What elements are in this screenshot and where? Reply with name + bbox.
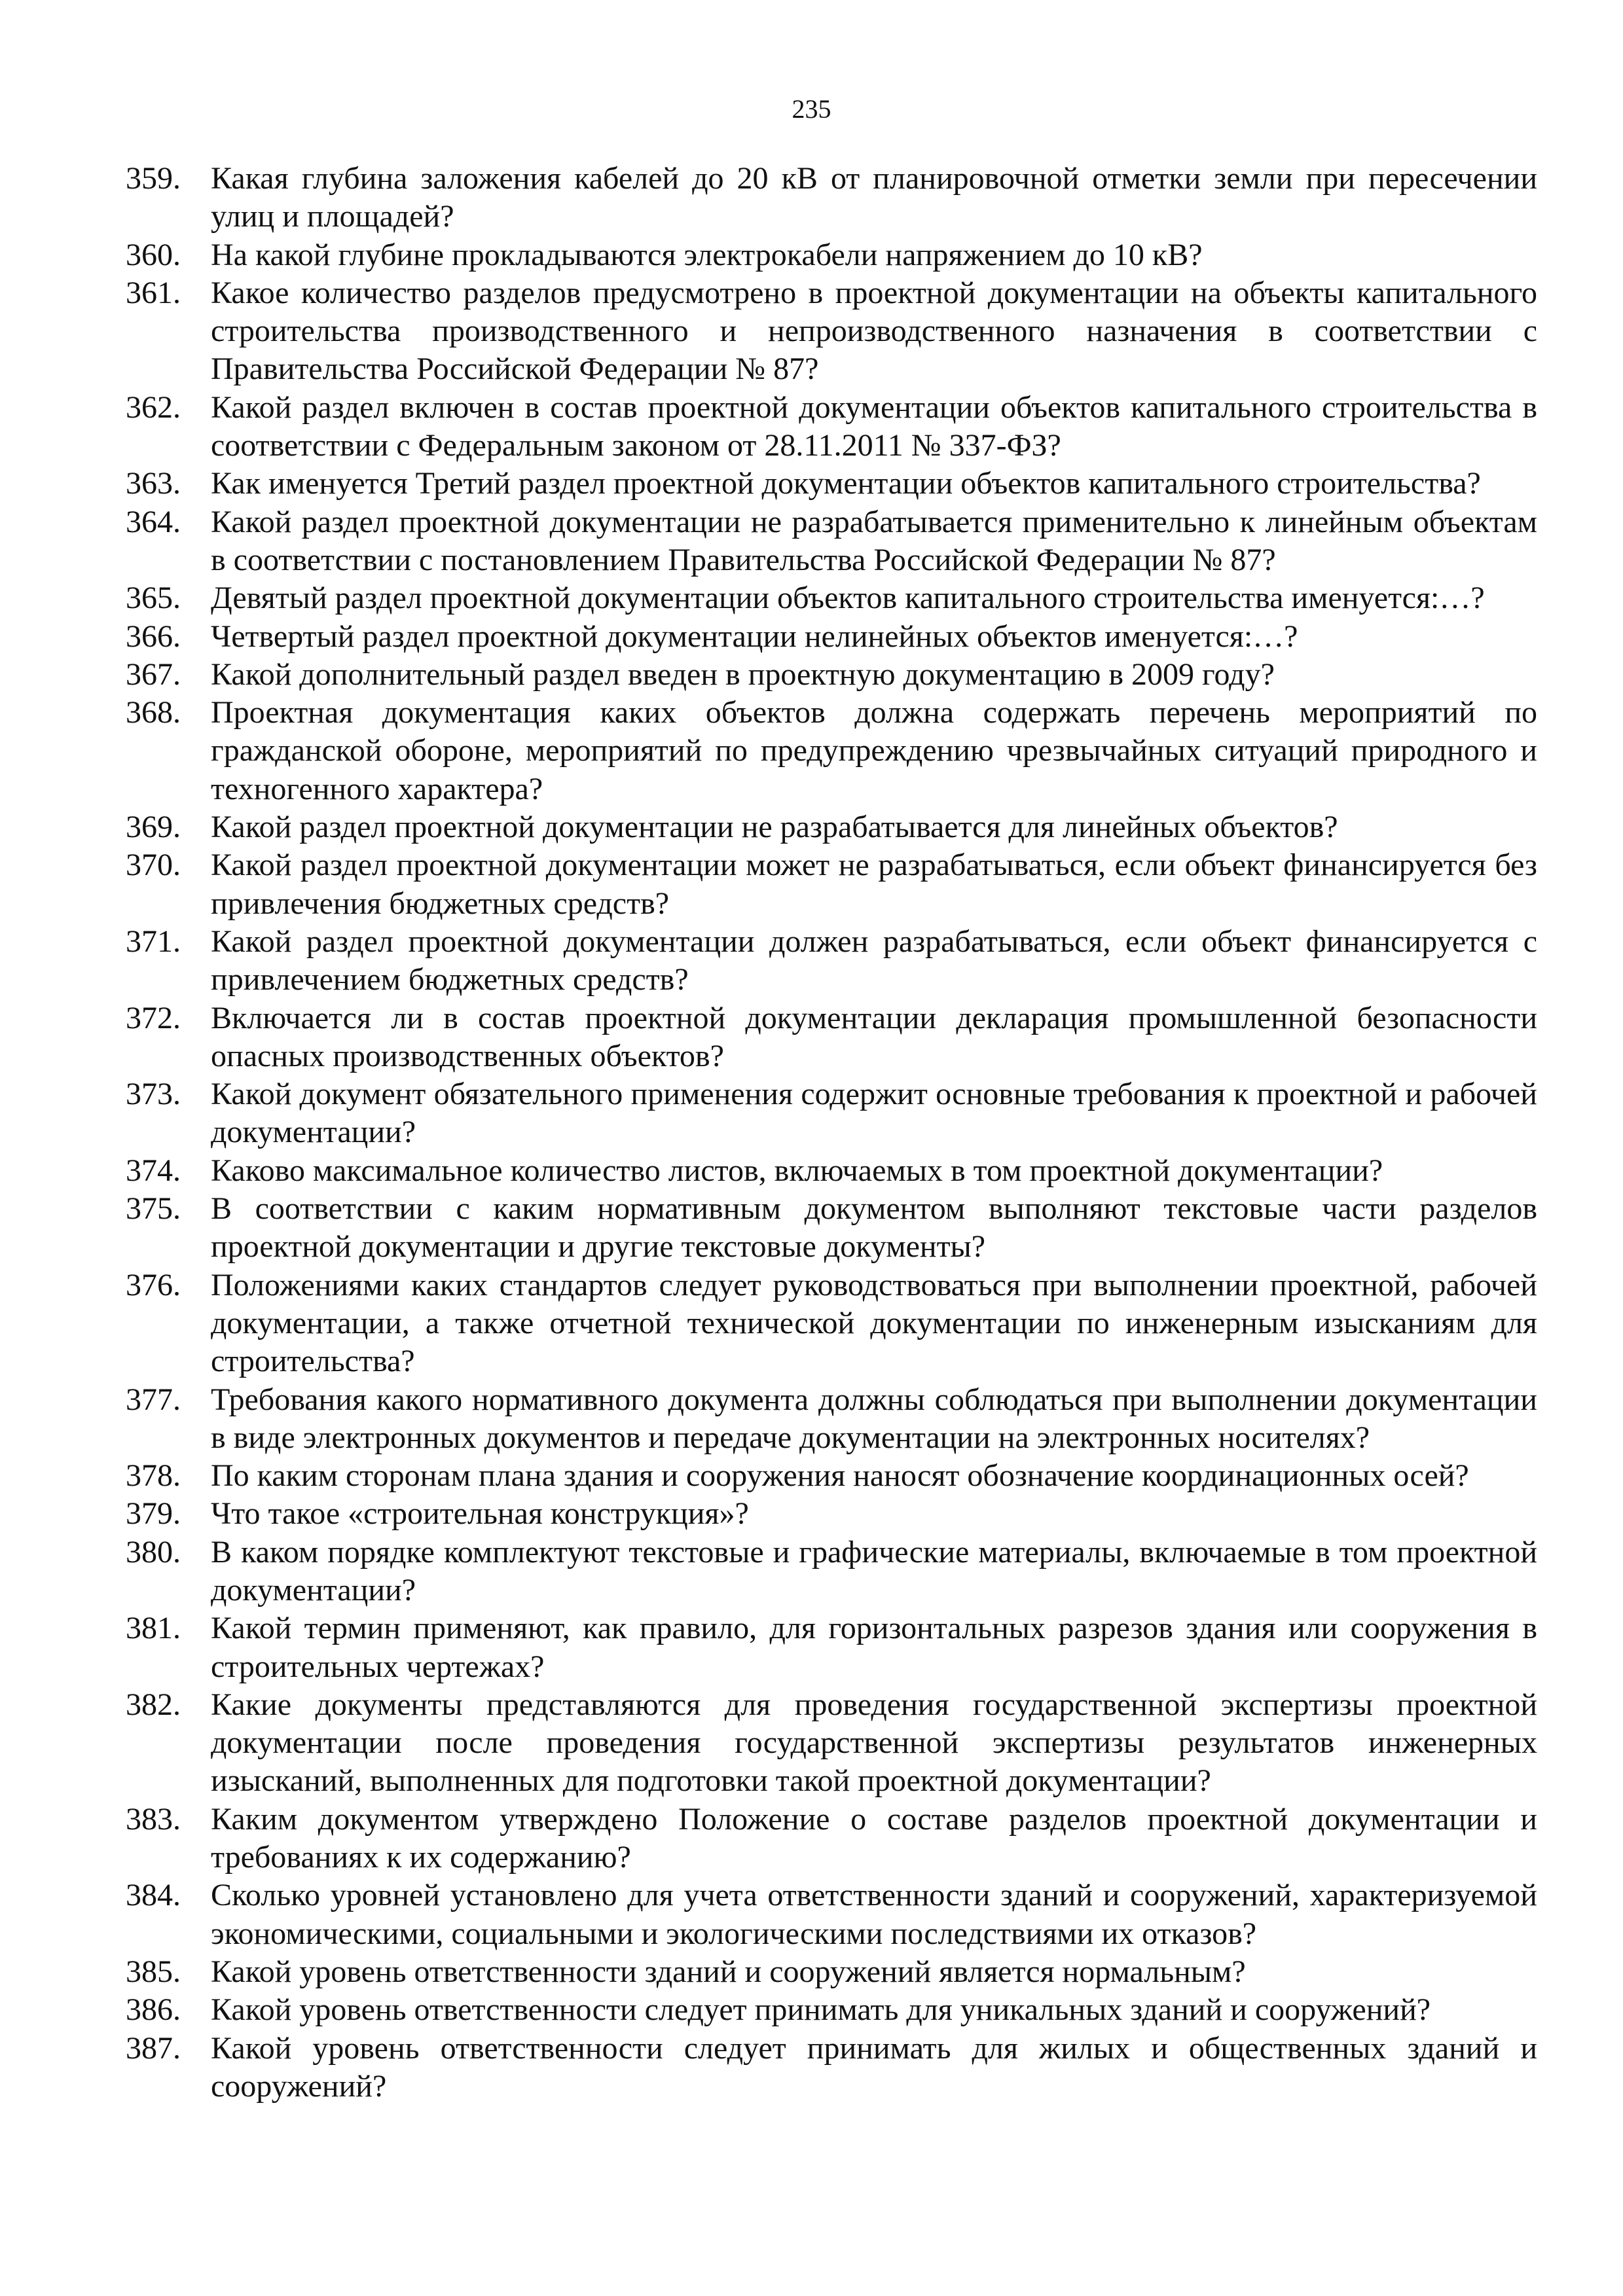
question-number: 385. <box>126 1954 181 1989</box>
question-item <box>126 1075 1537 1152</box>
question-number: 360. <box>126 237 181 272</box>
question-number: 382. <box>126 1687 181 1722</box>
question-item <box>126 2030 1537 2106</box>
question-item <box>126 1609 1537 1686</box>
question-text: Какие документы представляются для проведения государственной экспертизы проектной документации после проведения государственной экспертизы результатов инженерных изысканий, выполненных для подготовки такой проектной документации? <box>211 1687 1537 1799</box>
question-number: 376. <box>126 1267 181 1302</box>
question-text: Какой уровень ответственности зданий и сооружений является нормальным? <box>211 1954 1246 1989</box>
question-item <box>126 1190 1537 1266</box>
question-text: Какой раздел проектной документации не разрабатывается применительно к линейным объектам в соответствии с постановлением Правительства Российской Федерации № 87? <box>211 504 1537 577</box>
question-item <box>126 1801 1537 1877</box>
question-text: Какой уровень ответственности следует принимать для жилых и общественных зданий и сооружений? <box>211 2030 1537 2104</box>
question-number: 378. <box>126 1458 181 1494</box>
question-text: Сколько уровней установлено для учета ответственности зданий и сооружений, характеризуемой экономическими, социальными и экологическими последствиями их отказов? <box>211 1878 1537 1951</box>
question-item <box>126 236 1537 274</box>
question-item <box>126 694 1537 808</box>
question-text: Каково максимальное количество листов, включаемых в том проектной документации? <box>211 1153 1383 1188</box>
page-number: 235 <box>792 94 831 124</box>
question-item <box>126 1991 1537 2029</box>
question-text: Какой раздел проектной документации может не разрабатываться, если объект финансируется без привлечения бюджетных средств? <box>211 848 1537 921</box>
question-item <box>126 465 1537 503</box>
question-number: 361. <box>126 275 181 310</box>
question-number: 372. <box>126 1000 181 1035</box>
question-number: 384. <box>126 1878 181 1913</box>
question-number: 371. <box>126 924 181 959</box>
question-item <box>126 1686 1537 1801</box>
question-item <box>126 1534 1537 1610</box>
question-number: 368. <box>126 695 181 730</box>
question-text: Четвертый раздел проектной документации нелинейных объектов именуется:…? <box>211 619 1298 654</box>
question-item <box>126 846 1537 923</box>
question-text: Что такое «строительная конструкция»? <box>211 1496 749 1532</box>
question-text: Какой раздел включен в состав проектной документации объектов капитального строительства в соответствии с Федеральным законом от 28.11.2011 № 337-ФЗ? <box>211 389 1537 463</box>
question-number: 362. <box>126 389 181 425</box>
question-item <box>126 1381 1537 1458</box>
question-number: 367. <box>126 656 181 692</box>
question-number: 374. <box>126 1153 181 1188</box>
question-item <box>126 579 1537 617</box>
question-text: На какой глубине прокладываются электрокабели напряжением до 10 кВ? <box>211 237 1203 272</box>
question-number: 365. <box>126 581 181 616</box>
question-text: По каким сторонам плана здания и сооружения наносят обозначение координационных осей? <box>211 1458 1469 1494</box>
question-number: 379. <box>126 1496 181 1532</box>
question-item <box>126 618 1537 656</box>
question-item <box>126 503 1537 580</box>
question-text: Какой дополнительный раздел введен в проектную документацию в 2009 году? <box>211 656 1275 692</box>
question-item <box>126 999 1537 1076</box>
question-item <box>126 1953 1537 1991</box>
question-text: Какой уровень ответственности следует принимать для уникальных зданий и сооружений? <box>211 1992 1431 2028</box>
question-number: 373. <box>126 1077 181 1112</box>
question-text: Включается ли в состав проектной документации декларация промышленной безопасности опасных производственных объектов? <box>211 1000 1537 1073</box>
question-number: 364. <box>126 504 181 539</box>
question-number: 375. <box>126 1191 181 1227</box>
question-item <box>126 1266 1537 1381</box>
question-number: 370. <box>126 848 181 883</box>
question-text: Какой термин применяют, как правило, для горизонтальных разрезов здания или сооружения в строительных чертежах? <box>211 1611 1537 1684</box>
question-item <box>126 1152 1537 1190</box>
question-text: Какой раздел проектной документации не разрабатывается для линейных объектов? <box>211 810 1338 845</box>
question-text: Проектная документация каких объектов должна содержать перечень мероприятий по гражданской обороне, мероприятий по предупреждению чрезвычайных ситуаций природного и техногенного характера? <box>211 695 1537 806</box>
question-text: Какая глубина заложения кабелей до 20 кВ от планировочной отметки земли при пересечении улиц и площадей? <box>211 161 1537 234</box>
question-item <box>126 923 1537 999</box>
question-number: 369. <box>126 810 181 845</box>
question-text: Какой документ обязательного применения содержит основные требования к проектной и рабочей документации? <box>211 1077 1537 1150</box>
question-number: 381. <box>126 1611 181 1646</box>
question-text: Положениями каких стандартов следует руководствоваться при выполнении проектной, рабочей документации, а также отчетной технической документации по инженерным изысканиям для строительства? <box>211 1267 1537 1379</box>
question-text: В каком порядке комплектуют текстовые и графические материалы, включаемые в том проектной документации? <box>211 1534 1537 1607</box>
question-text: Требования какого нормативного документа должны соблюдаться при выполнении документации в виде электронных документов и передаче документации на электронных носителях? <box>211 1382 1537 1455</box>
question-number: 377. <box>126 1382 181 1417</box>
question-item <box>126 160 1537 236</box>
question-text: В соответствии с каким нормативным документом выполняют текстовые части разделов проектной документации и другие текстовые документы? <box>211 1191 1537 1265</box>
question-number: 363. <box>126 466 181 501</box>
question-text: Как именуется Третий раздел проектной документации объектов капитального строительства? <box>211 466 1481 501</box>
question-text: Какой раздел проектной документации должен разрабатываться, если объект финансируется с привлечением бюджетных средств? <box>211 924 1537 997</box>
question-text: Каким документом утверждено Положение о составе разделов проектной документации и требованиях к их содержанию? <box>211 1801 1537 1875</box>
question-list <box>126 160 1537 2106</box>
question-item <box>126 656 1537 694</box>
question-text: Девятый раздел проектной документации объектов капитального строительства именуется:…? <box>211 581 1485 616</box>
question-number: 380. <box>126 1534 181 1570</box>
question-item <box>126 808 1537 846</box>
question-item <box>126 1495 1537 1533</box>
question-number: 386. <box>126 1992 181 2028</box>
question-number: 387. <box>126 2030 181 2066</box>
question-text: Какое количество разделов предусмотрено в проектной документации на объекты капитального строительства производственного и непроизводственного назначения в соответствии с Правительства Российской Федерации № 87? <box>211 275 1537 387</box>
question-item <box>126 1876 1537 1953</box>
question-number: 359. <box>126 161 181 196</box>
question-item <box>126 274 1537 389</box>
question-item <box>126 1457 1537 1495</box>
question-number: 383. <box>126 1801 181 1837</box>
question-item <box>126 389 1537 465</box>
question-number: 366. <box>126 619 181 654</box>
